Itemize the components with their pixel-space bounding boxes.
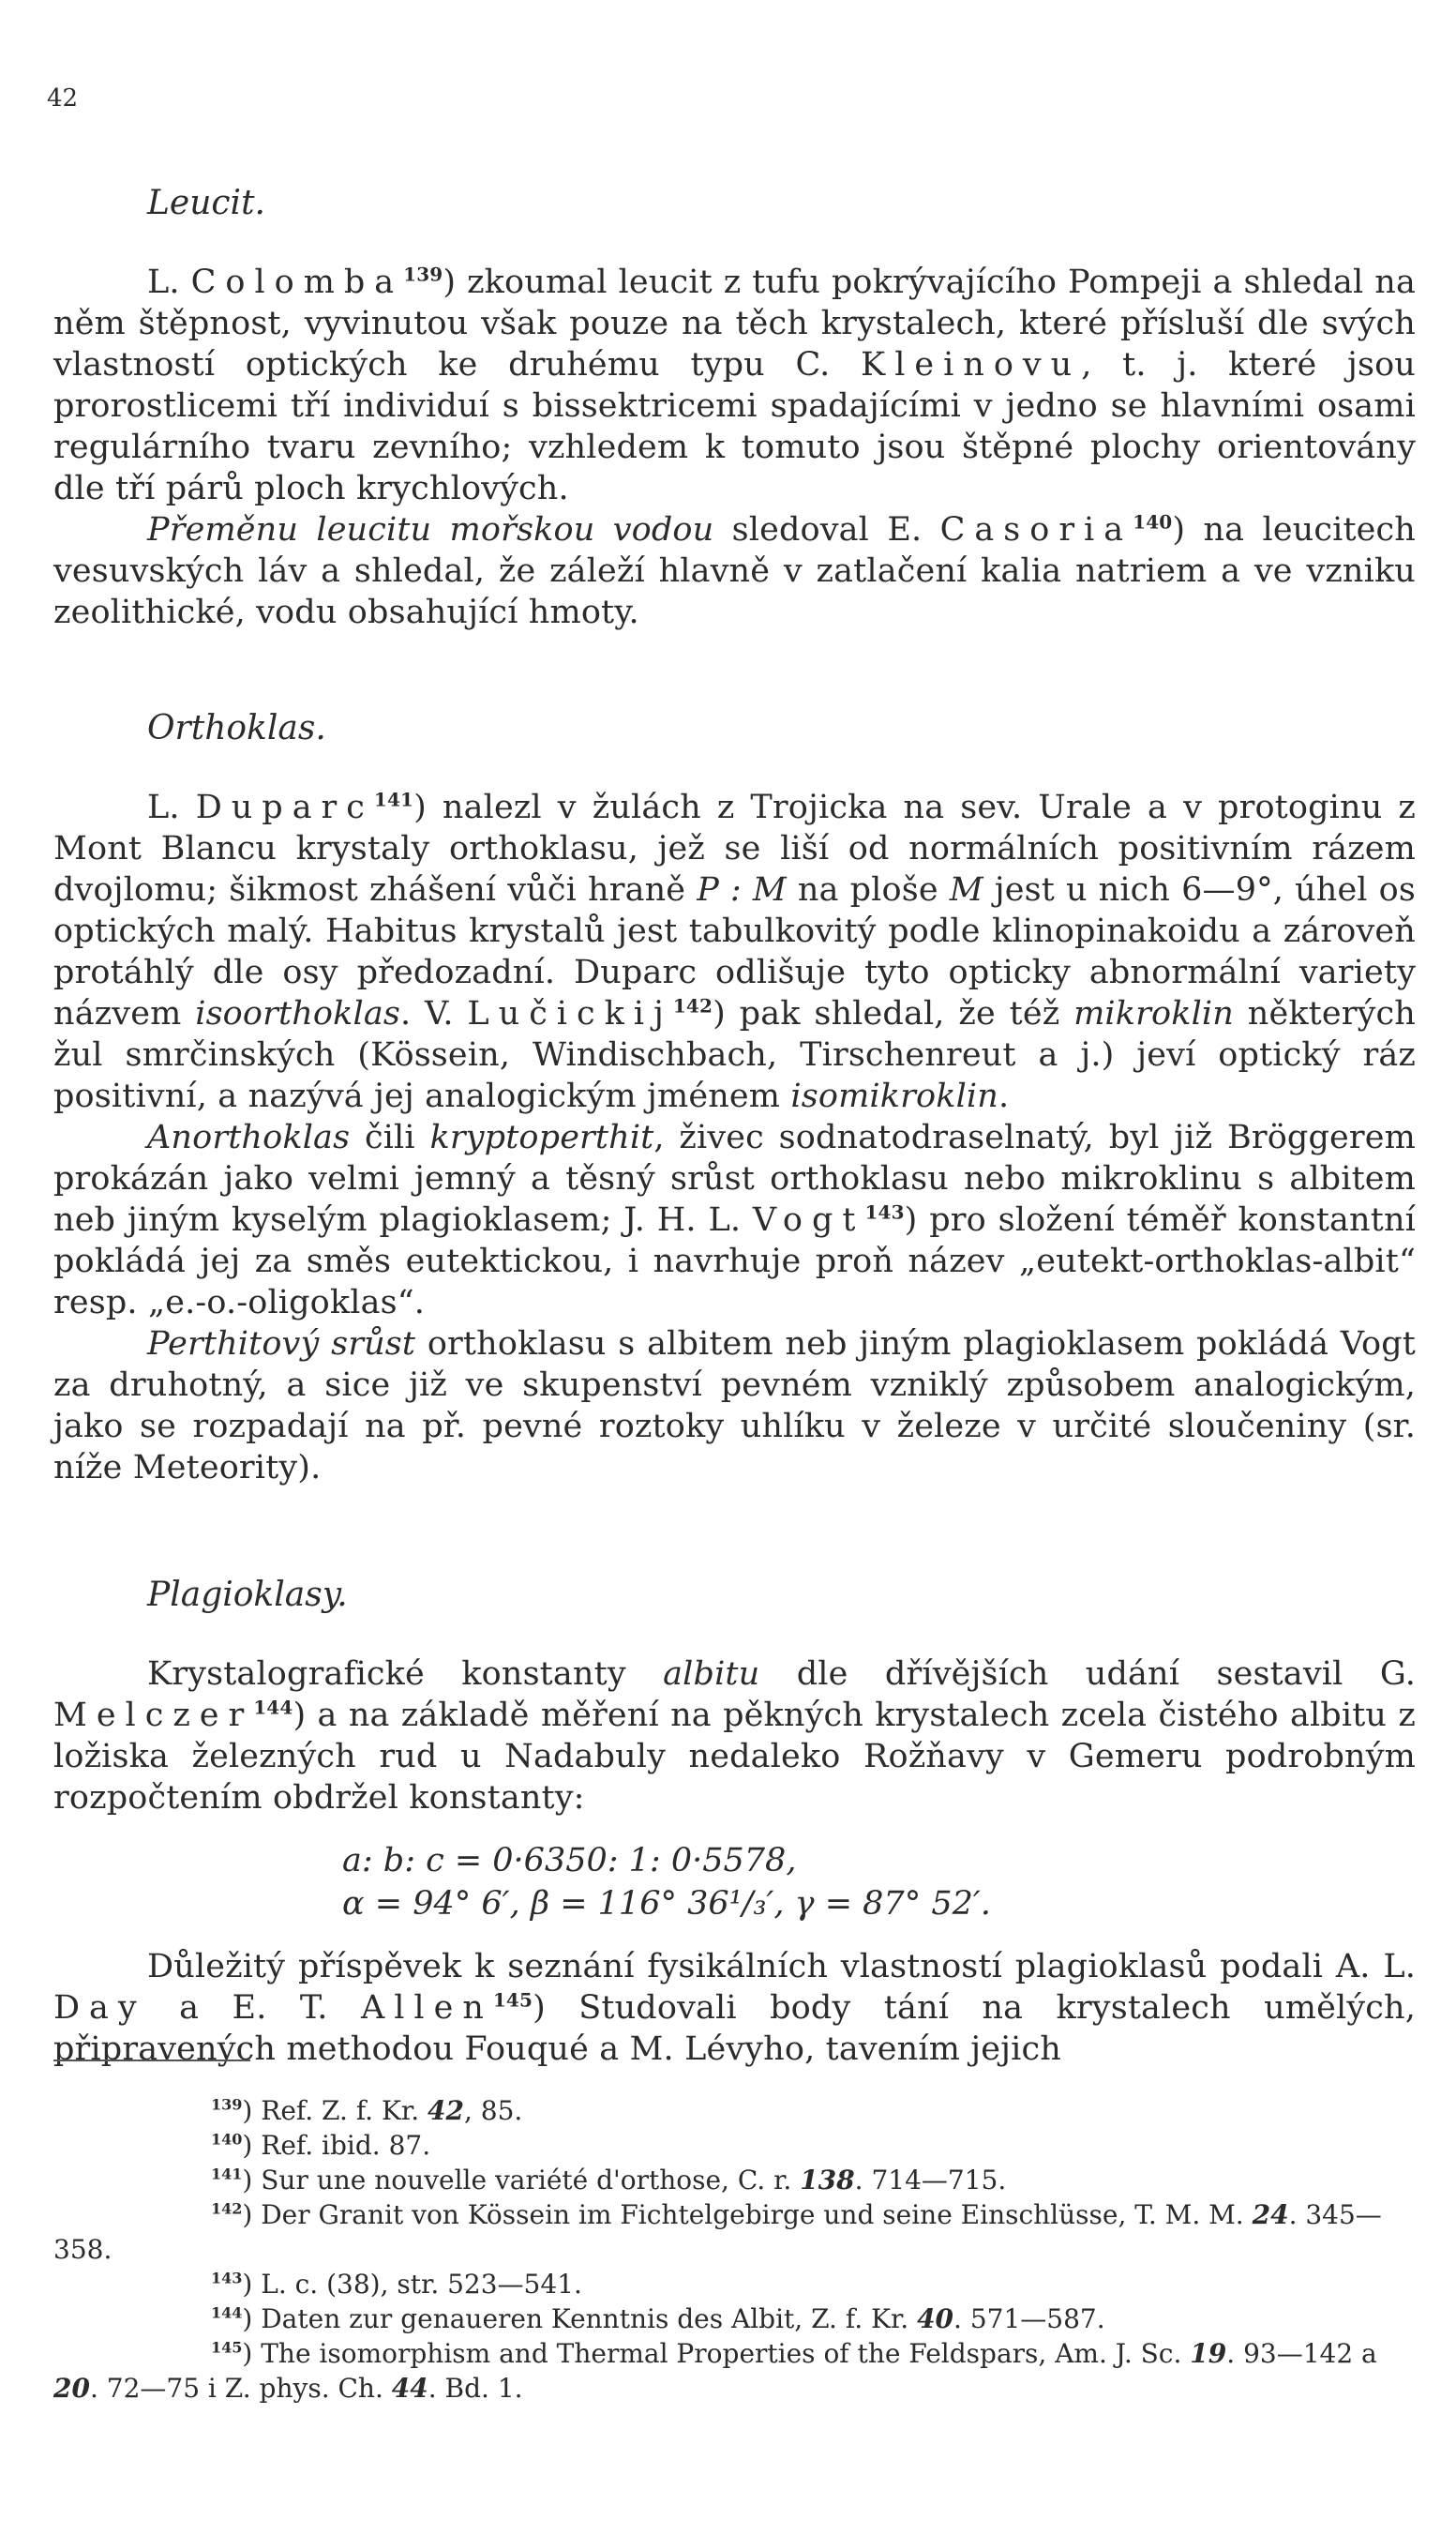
- author-name: Casoria: [939, 511, 1133, 549]
- paragraph-duparc: L. Duparc$^{141}$) nalezl v žulách z Trojicka na sev. Urale a v protoginu z Mont Blancu krystaly orthoklasu, jež se liší od normálních positivním rázem dvojlomu; šikmost zhášení vůči hraně P : M na ploše M jest u nich 6—9°, úhel os optických malý. Habitus krystalů jest tabulkovitý podle klinopinakoidu a zároveň protáhlý dle osy předozadní. Duparc odlišuje tyto opticky abnormální variety názvem isoorthoklas. V. Lučickij$^{142}$) pak shledal, že též mikroklin některých žul smrčinských (Kössein, Windischbach, Tirschenreut a j.) jeví optický ráz positivní, a nazývá jej analogickým jménem isomikroklin.: [53, 788, 1417, 1115]
- footnote-ref: 139: [403, 263, 443, 286]
- author-name: Kleinovu: [861, 346, 1082, 384]
- paragraph-perthit: Perthitový srůst orthoklasu s albitem neb jiným plagioklasem pokládá Vogt za druhotný, a sice již ve skupenství pevném vzniklý způsobem analogickým, jako se rozpadají na př. pevné roztoky uhlíku v železe v určité sloučeniny (sr. níže Meteority).: [53, 1325, 1416, 1486]
- footnote-143: $^{143}$) L. c. (38), str. 523—541.: [211, 2269, 582, 2300]
- footnote-144: $^{144}$) Daten zur genaueren Kenntnis des Albit, Z. f. Kr. 40. 571—587.: [211, 2303, 1105, 2334]
- main-text: [53, 183, 1416, 2070]
- paragraph-melczer: Krystalografické konstanty albitu dle dřívějších udání sestavil G. Melczer$^{144}$) a na základě měření na pěkných krystalech zcela čistého albitu z ložiska železných rud u Nadabuly nedaleko Rožňavy v Gemeru podrobným rozpočtením obdržel konstanty:: [53, 1655, 1416, 1817]
- footnote-145: $^{145}$) The isomorphism and Thermal Properties of the Feldspars, Am. J. Sc. 19. 93—142 a 20. 72—75 i Z. phys. Ch. 44. Bd. 1.: [53, 2338, 1377, 2404]
- paragraph-colomba: L. Colomba$^{139}$) zkoumal leucit z tufu pokrývajícího Pompeji a shledal na něm štěpnost, vyvinutou však pouze na těch krystalech, které přísluší dle svých vlastností optických ke druhému typu C. Kleinovu, t. j. které jsou prorostlicemi tří individuí s bissektricemi spadajícími v jedno se hlavními osami regulárního tvaru zevního; vzhledem k tomuto jsou štěpné plochy orientovány dle tří párů ploch krychlových.: [53, 263, 1416, 507]
- footnotes: [53, 2093, 1416, 2406]
- paragraph-anorthoklas: Anorthoklas čili kryptoperthit, živec sodnatodraselnatý, byl již Bröggerem prokázán jako velmi jemný a těsný srůst orthoklasu nebo mikroklinu s albitem neb jiným kyselým plagioklasem; J. H. L. Vogt$^{143}$) pro složení téměř konstantní pokládá jej za směs eutektickou, i navrhuje proň název „eutekt-orthoklas-albit“ resp. „e.-o.-oligoklas“.: [53, 1119, 1416, 1321]
- footnote-142: $^{142}$) Der Granit von Kössein im Fichtelgebirge und seine Einschlüsse, T. M. M. 24. 345—358.: [53, 2199, 1382, 2265]
- section-heading-leucit: Leucit.: [147, 184, 265, 222]
- page-number: 42: [47, 84, 79, 113]
- author-name: Day: [53, 1989, 146, 2027]
- section-heading-plagioklasy: Plagioklasy.: [147, 1576, 348, 1614]
- footnote-ref: 140: [1133, 510, 1173, 534]
- author-name: Melczer: [53, 1697, 254, 1734]
- footnote-separator: [53, 2060, 250, 2061]
- formula-axial-ratio: a: b: c = 0·6350: 1: 0·5578,: [342, 1842, 797, 1879]
- footnote-141: $^{141}$) Sur une nouvelle variété d'orthose, C. r. 138. 714—715.: [211, 2165, 1007, 2195]
- author-name: Allen: [360, 1989, 493, 2027]
- footnote-ref: 142: [672, 994, 713, 1018]
- author-name: Vogt: [752, 1201, 865, 1239]
- footnote-ref: 145: [492, 1988, 533, 2012]
- formula-angles: α = 94° 6′, β = 116° 36¹/₃′, γ = 87° 52′.: [342, 1885, 991, 1923]
- section-heading-orthoklas: Orthoklas.: [147, 709, 326, 747]
- crystal-constants-formula: [342, 1839, 1416, 1925]
- author-name: Duparc: [195, 789, 374, 826]
- footnote-140: $^{140}$) Ref. ibid. 87.: [211, 2130, 431, 2161]
- author-name: Lučickij: [467, 995, 673, 1033]
- footnote-ref: 141: [373, 788, 414, 811]
- footnote-139: $^{139}$) Ref. Z. f. Kr. 42, 85.: [211, 2095, 523, 2126]
- paragraph-day-allen: Důležitý příspěvek k seznání fysikálních vlastností plagioklasů podali A. L. Day a E. T. Allen$^{145}$) Studovali body tání na krystalech umělých, připravených methodou Fouqué a M. Lévyho, tavením jejich: [53, 1948, 1416, 2068]
- paragraph-casoria: Přeměnu leucitu mořskou vodou sledoval E. Casoria$^{140}$) na leucitech vesuvských láv a shledal, že záleží hlavně v zatlačení kalia natriem a ve vzniku zeolithické, vodu obsahující hmoty.: [53, 510, 1416, 631]
- footnote-ref: 144: [253, 1696, 293, 1719]
- footnote-ref: 143: [864, 1200, 905, 1224]
- author-name: Colomba: [190, 264, 404, 301]
